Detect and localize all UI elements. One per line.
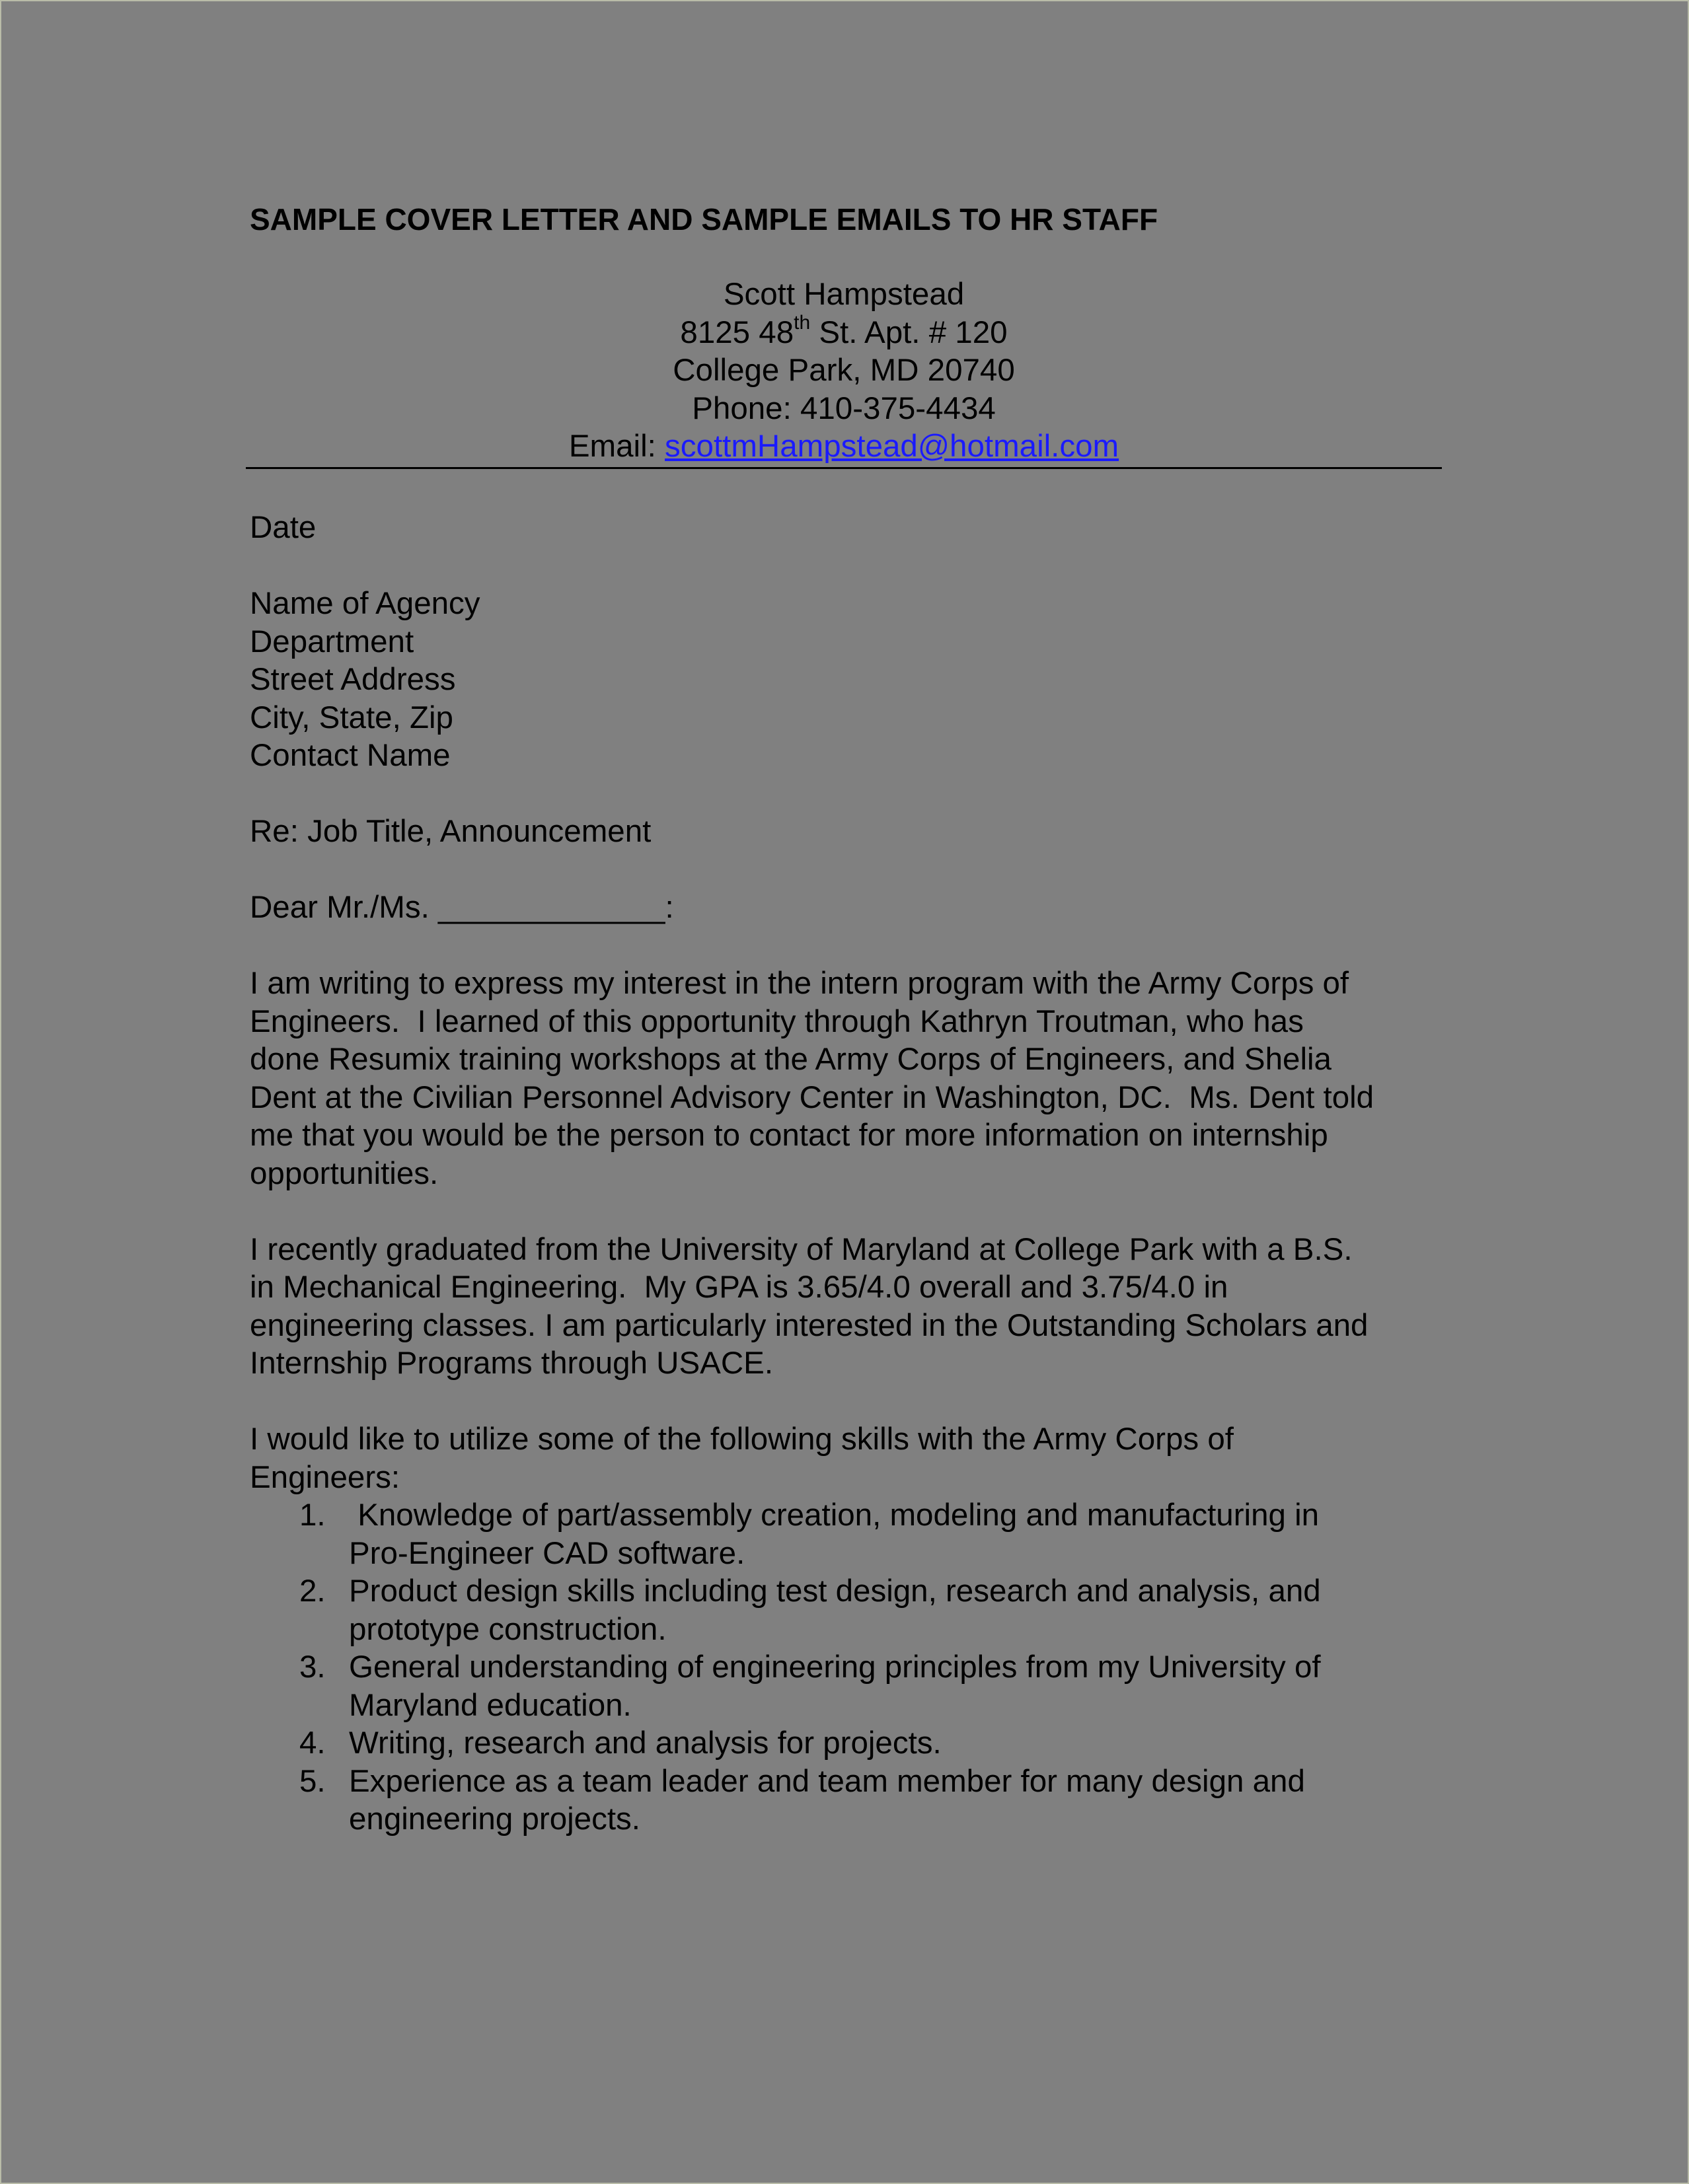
paragraph-line: done Resumix training workshops at the Army Corps of Engineers, and Shelia — [250, 1042, 1332, 1077]
recipient-line: City, State, Zip — [250, 700, 453, 735]
skills-list — [250, 1496, 1439, 1838]
address-prefix: 8125 48 — [680, 314, 794, 350]
list-item-line: Writing, research and analysis for projects. — [349, 1726, 942, 1761]
list-item-line: Experience as a team leader and team member for many design and — [349, 1763, 1305, 1799]
recipient-line: Name of Agency — [250, 586, 480, 621]
list-item — [250, 1572, 1439, 1648]
paragraph-education — [250, 1231, 1439, 1383]
recipient-line: Street Address — [250, 662, 456, 697]
list-number: 5. — [299, 1763, 326, 1799]
list-item-line: engineering projects. — [349, 1802, 640, 1837]
paragraph-line: Internship Programs through USACE. — [250, 1346, 774, 1381]
re-line: Re: Job Title, Announcement — [250, 814, 652, 849]
sender-name: Scott Hampstead — [723, 277, 965, 312]
list-item-line: Maryland education. — [349, 1687, 632, 1723]
paragraph-skills-intro — [250, 1420, 1439, 1496]
recipient-line: Contact Name — [250, 738, 451, 773]
list-number: 4. — [299, 1726, 326, 1761]
list-item-line: Pro-Engineer CAD software. — [349, 1535, 745, 1571]
paragraph-line: engineering classes. I am particularly interested in the Outstanding Scholars and — [250, 1307, 1369, 1343]
sender-address — [246, 311, 1442, 352]
list-item — [250, 1648, 1439, 1724]
paragraph-line: me that you would be the person to contact for more information on internship — [250, 1118, 1328, 1153]
sender-header — [246, 275, 1442, 469]
paragraph-line: opportunities. — [250, 1155, 439, 1191]
letter-body — [250, 509, 1439, 1838]
paragraph-line: I recently graduated from the University of Maryland at College Park with a B.S. — [250, 1231, 1353, 1267]
email-link[interactable]: scottmHampstead@hotmail.com — [665, 429, 1119, 464]
date-line: Date — [250, 510, 317, 545]
sender-city: College Park, MD 20740 — [673, 353, 1015, 388]
list-item — [250, 1763, 1439, 1838]
email-label: Email: — [568, 429, 665, 464]
recipient-block — [250, 585, 1439, 775]
address-superscript: th — [794, 311, 811, 334]
paragraph-line: Engineers: — [250, 1459, 400, 1495]
list-item-line: prototype construction. — [349, 1611, 667, 1647]
list-item-line: Product design skills including test design, research and analysis, and — [349, 1574, 1321, 1609]
paragraph-line: I would like to utilize some of the following skills with the Army Corps of — [250, 1422, 1234, 1457]
salutation: Dear Mr./Ms. _____________: — [250, 890, 674, 925]
paragraph-line: I am writing to express my interest in the intern program with the Army Corps of — [250, 966, 1349, 1001]
list-item-line: General understanding of engineering principles from my University of — [349, 1650, 1321, 1685]
list-number: 1. — [299, 1498, 326, 1533]
address-suffix: St. Apt. # 120 — [810, 314, 1008, 350]
paragraph-line: in Mechanical Engineering. My GPA is 3.65/4.0 overall and 3.75/4.0 in — [250, 1270, 1228, 1305]
sender-email-line — [246, 427, 1442, 466]
sender-phone: Phone: 410-375-4434 — [692, 390, 996, 426]
list-number: 2. — [299, 1574, 326, 1609]
paragraph-line: Dent at the Civilian Personnel Advisory Center in Washington, DC. Ms. Dent told — [250, 1079, 1374, 1115]
list-number: 3. — [299, 1650, 326, 1685]
recipient-line: Department — [250, 624, 414, 659]
list-item — [250, 1496, 1439, 1572]
list-item — [250, 1724, 1439, 1763]
list-item-line: Knowledge of part/assembly creation, modeling and manufacturing in — [349, 1498, 1320, 1533]
document-title: SAMPLE COVER LETTER AND SAMPLE EMAILS TO HR STAFF — [250, 202, 1158, 237]
paragraph-line: Engineers. I learned of this opportunity through Kathryn Troutman, who has — [250, 1003, 1304, 1039]
paragraph-interest — [250, 965, 1439, 1192]
